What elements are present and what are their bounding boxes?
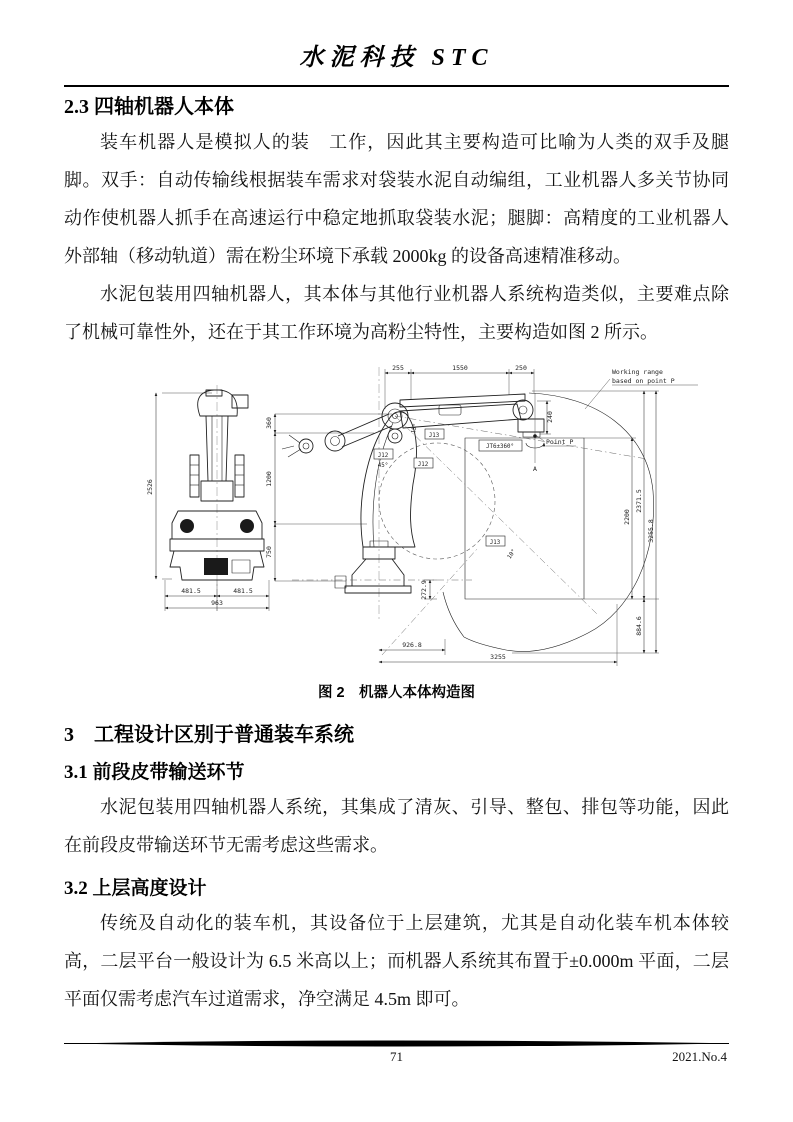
- figure-2: [64, 359, 729, 702]
- label-j13-top: J13: [428, 433, 440, 439]
- dim-side-1200: 1200: [265, 471, 273, 487]
- note-working-range-2: based on point P: [612, 377, 675, 385]
- journal-title: 水泥科技 STC: [299, 45, 494, 71]
- footer-rule: [64, 1040, 729, 1048]
- figure-2-caption: 图 2 机器人本体构造图: [317, 685, 476, 701]
- robot-technical-drawing: [142, 359, 742, 677]
- dim-2200: 2200: [623, 509, 631, 525]
- paragraph-2-3-b: 水泥包装用四轴机器人，其本体与其他行业机器人系统构造类似，主要难点除了机械可靠性外，还在于其工作环境为高粉尘特性，主要构造如图 2 所示。: [64, 284, 729, 342]
- dim-3255-8: 3255.8: [647, 519, 655, 543]
- label-j12: J12: [377, 453, 389, 459]
- page-number: 71: [390, 1049, 403, 1064]
- dim-272-9: 272.9: [420, 580, 428, 600]
- dim-side-1550: 1550: [452, 364, 468, 372]
- dim-front-half-right: 481.5: [233, 587, 253, 595]
- dim-front-width: 963: [211, 599, 223, 607]
- robot-front-view: [146, 385, 269, 611]
- header-rule: [64, 85, 729, 87]
- dim-side-750: 750: [265, 546, 273, 558]
- dim-wrist-240: 240: [546, 411, 554, 423]
- paragraph-3-2: 传统及自动化的装车机，其设备位于上层建筑，尤其是自动化装车机本体较高，二层平台一般设计为 6.5 米高以上；而机器人系统其布置于±0.000m 平面，二层平面仅需考虑汽车过道需求，净空满足 4.5m 即可。: [64, 913, 729, 1009]
- page-footer: [64, 1040, 729, 1068]
- dim-926-8: 926.8: [402, 641, 422, 649]
- paragraph-3-1: 水泥包装用四轴机器人系统，其集成了清灰、引导、整包、排包等功能，因此在前段皮带输送环节无需考虑这些需求。: [64, 797, 729, 855]
- dim-2371-5: 2371.5: [635, 489, 643, 513]
- issue-number: 2021.No.4: [672, 1049, 727, 1064]
- robot-side-view: [265, 364, 698, 666]
- note-working-range-1: Working range: [612, 368, 663, 376]
- heading-section-3-1: 3.1 前段皮带输送环节: [64, 762, 245, 783]
- paragraph-2-3-a: 装车机器人是模拟人的装 工作，因此其主要构造可比喻为人类的双手及腿脚。双手：自动传输线根据装车需求对袋装水泥自动编组，工业机器人多关节协同动作使机器人抓手在高速运行中稳定地抓取袋装水泥；腿脚：高精度的工业机器人外部轴（移动轨道）需在粉尘环境下承载 2000kg 的设备高速精准移动。: [64, 132, 729, 266]
- label-jt6: JT6±360°: [486, 444, 514, 450]
- label-j12-b: J12: [417, 462, 429, 468]
- label-angle-10: 10°: [506, 548, 518, 561]
- dim-side-360: 360: [265, 417, 273, 429]
- label-point-p: Point P: [546, 438, 574, 446]
- dim-side-255: 255: [392, 364, 404, 372]
- dim-front-height: 2526: [146, 479, 154, 495]
- label-axis-a: A: [533, 465, 537, 473]
- dim-3255: 3255: [490, 653, 506, 661]
- heading-section-2-3: 2.3 四轴机器人本体: [64, 96, 234, 118]
- dim-884-6: 884.6: [635, 616, 643, 636]
- label-angle-45: 45°: [377, 463, 389, 469]
- dim-front-half-left: 481.5: [181, 587, 201, 595]
- dim-side-250: 250: [515, 364, 527, 372]
- heading-section-3-2: 3.2 上层高度设计: [64, 878, 207, 899]
- label-angle-15: 15°: [410, 422, 420, 435]
- label-j13-bottom: J13: [489, 540, 501, 546]
- heading-section-3: 3 工程设计区别于普通装车系统: [64, 724, 354, 746]
